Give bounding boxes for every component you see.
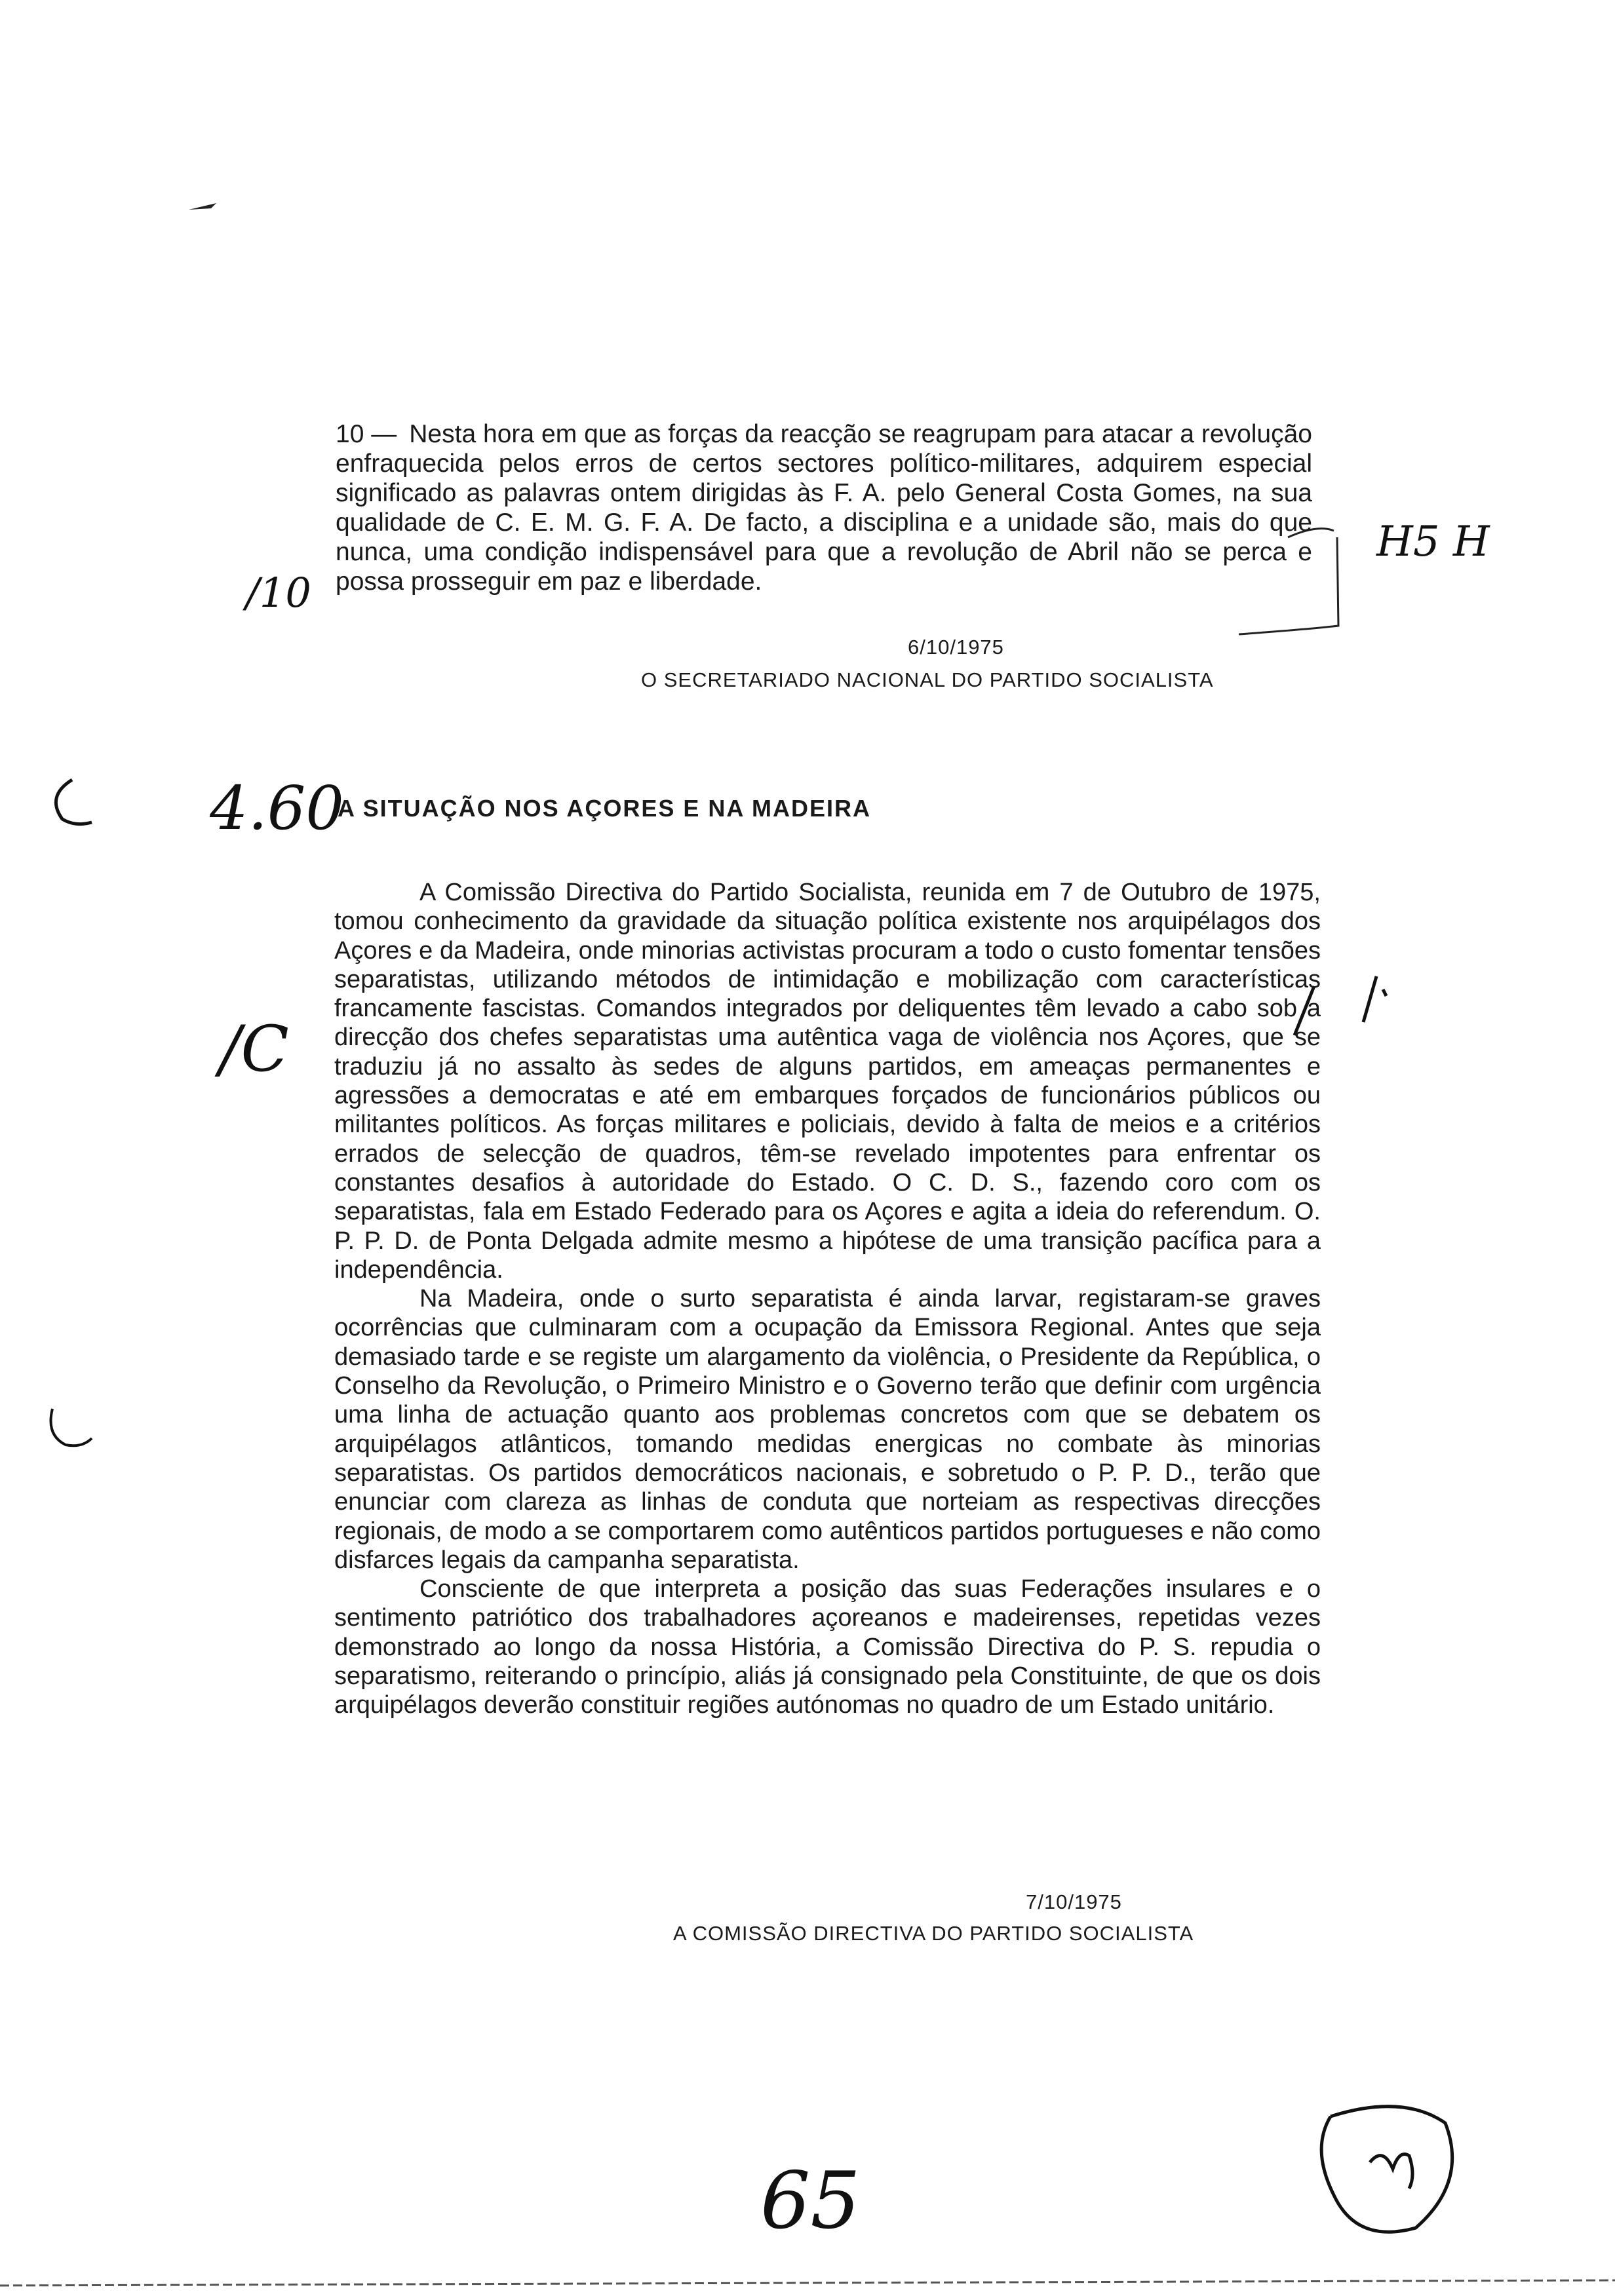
margin-curve-mark [56, 780, 92, 824]
section-paragraph: Na Madeira, onde o surto separatista é ainda larvar, registaram-se graves ocorrências que culminaram com a ocupação da Emissora Regional. Antes que seja demasiado tarde e se registe um alargamento da violência, o Presidente da República, o Conselho da Revolução, o Primeiro Ministro e o Governo terão que definir com urgência uma linha de actuação quanto aos problemas concretos com que se debatem os arquipélagos atlânticos, tomando medidas energicas no combate às minorias separatistas. Os partidos democráticos nacionais, e sobretudo o P. P. D., terão que enunciar com clareza as linhas de conduta que norteiam as respectivas direcções regionais, de modo a se comportarem como autênticos partidos portugueses e não como disfarces legais da campanha separatista. [334, 1285, 1321, 1574]
circled-mark-content [1370, 2154, 1412, 2189]
scan-speck [189, 203, 216, 210]
handwritten-margin-note: /10 [246, 569, 311, 617]
signature-2-date: 7/10/1975 [1026, 1890, 1122, 1913]
circled-mark [1321, 2107, 1452, 2232]
paragraph-10 [336, 419, 1312, 596]
handwritten-page-number: 65 [760, 2156, 861, 2247]
margin-curve-mark [51, 1409, 92, 1445]
section-body [334, 878, 1321, 1720]
handwritten-margin-note: /C [220, 1012, 289, 1086]
scan-edge [0, 2280, 1615, 2286]
section-title: A SITUAÇÃO NOS AÇORES E NA MADEIRA [338, 795, 872, 822]
handwritten-right-note: H5 H [1376, 518, 1490, 566]
section-paragraph: A Comissão Directiva do Partido Socialista, reunida em 7 de Outubro de 1975, tomou conhecimento da gravidade da situação política existente nos arquipélagos dos Açores e da Madeira, onde minorias activistas procuram a todo o custo fomentar tensões separatistas, utilizando métodos de intimidação e mobilização com características francamente fascistas. Comandos integrados por deliquentes têm levado a cabo sob a direcção dos chefes separatistas uma autêntica vaga de violência nos Açores, que se traduziu já no assalto às sedes de alguns partidos, em ameaças permanentes e agressões a democratas e até em embarques forçados de funcionários públicos ou militantes políticos. As forças militares e policiais, devido à falta de meios e a critérios errados de selecção de quadros, têm-se revelado impotentes para enfrentar os constantes desafios à autoridade do Estado. O C. D. S., fazendo coro com os separatistas, fala em Estado Federado para os Açores e agita a ideia do referendum. O. P. P. D. de Ponta Delgada admite mesmo a hipótese de uma transição pacífica para a independência. [334, 879, 1321, 1284]
signature-2-org: A COMISSÃO DIRECTIVA DO PARTIDO SOCIALISTA [673, 1922, 1194, 1945]
paragraph-number: 10 — [336, 420, 397, 448]
handwritten-section-number: 4.60 [210, 773, 344, 843]
signature-1-date: 6/10/1975 [908, 636, 1004, 659]
section-paragraph: Consciente de que interpreta a posição das suas Federações insulares e o sentimento patriótico dos trabalhadores açoreanos e madeirenses, repetidas vezes demonstrado ao longo da nossa História, a Comissão Directiva do P. S. repudia o separatismo, reiterando o princípio, aliás já consignado pela Constituinte, de que os dois arquipélagos deverão constituir regiões autónomas no quadro de um Estado unitário. [334, 1575, 1321, 1719]
signature-1-org: O SECRETARIADO NACIONAL DO PARTIDO SOCIALISTA [641, 668, 1214, 691]
slash-mark [1363, 976, 1386, 1022]
paragraph-10-text: Nesta hora em que as forças da reacção se reagrupam para atacar a revolução enfraquecida pelos erros de certos sectores político-militares, adquirem especial significado as palavras ontem dirigidas às F. A. pelo General Costa Gomes, na sua qualidade de C. E. M. G. F. A. De facto, a disciplina e a unidade são, mais do que nunca, uma condição indispensável para que a revolução de Abril não se perca e possa prosseguir em paz e liberdade. [336, 420, 1312, 596]
